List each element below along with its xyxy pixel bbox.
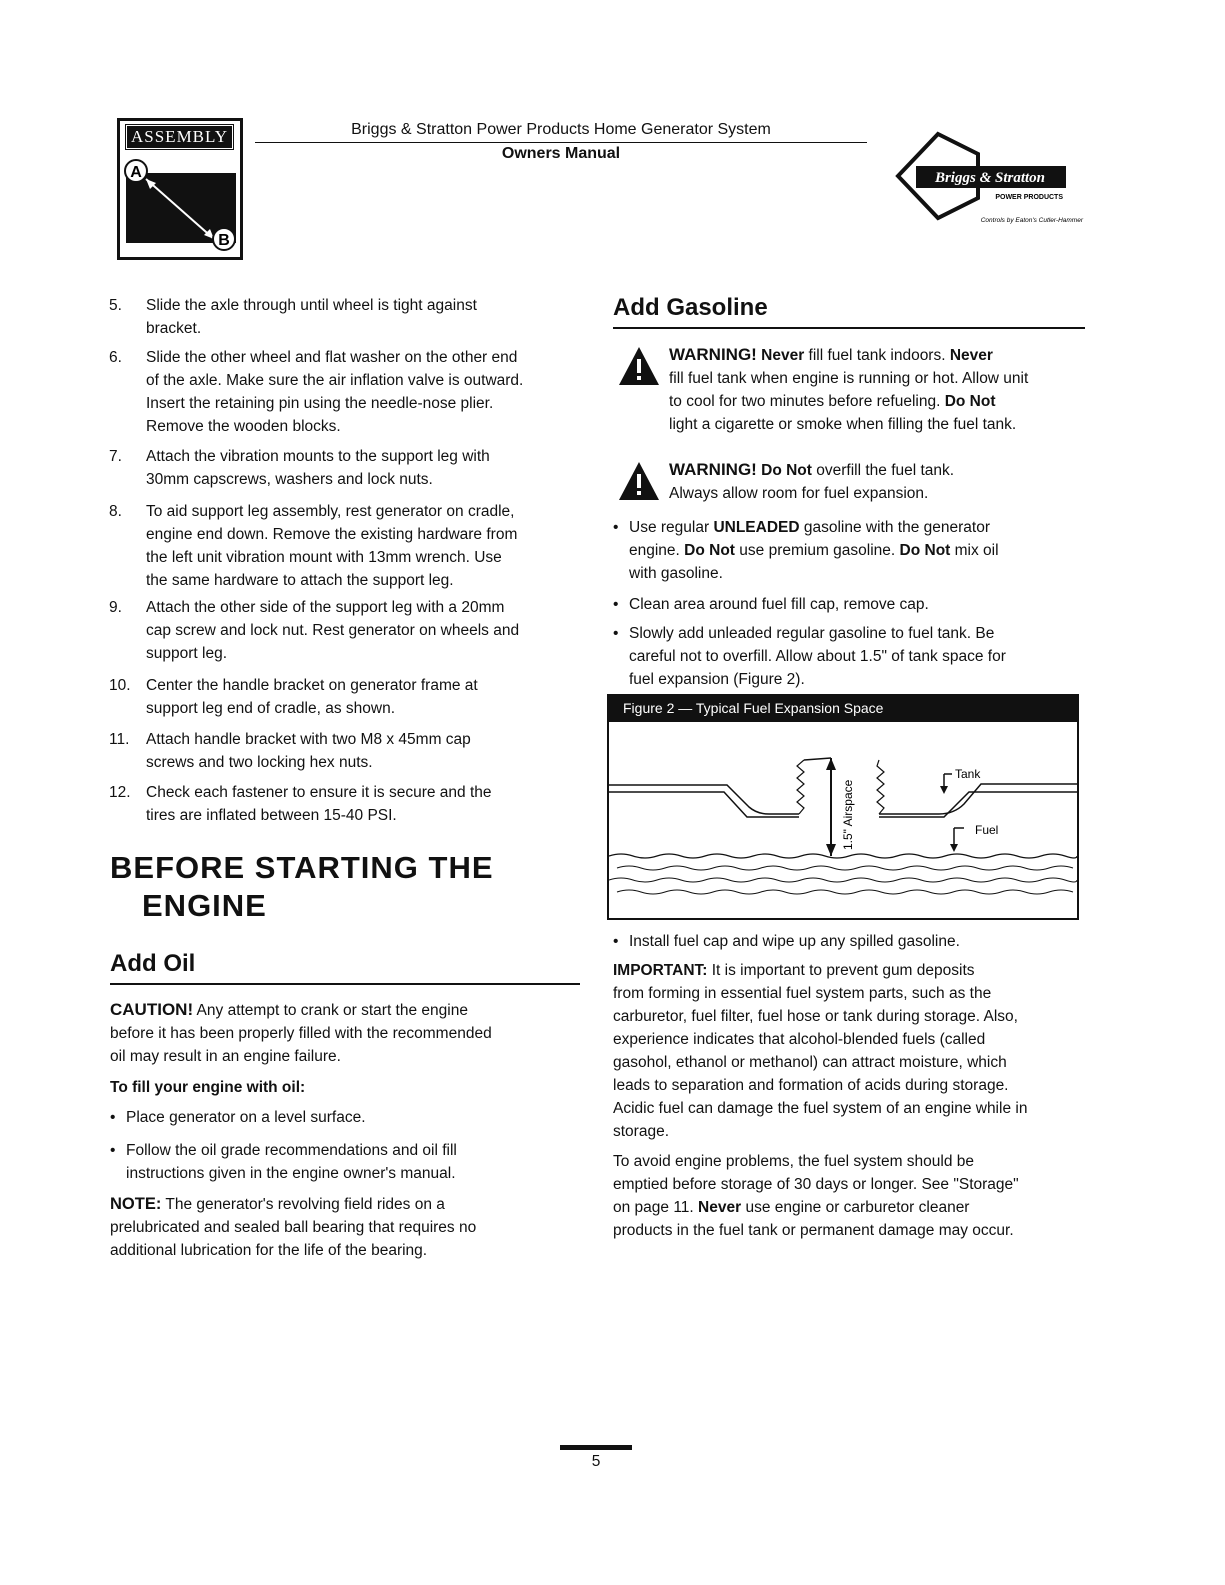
step-line: bracket. xyxy=(146,320,202,337)
assembly-badge xyxy=(117,118,243,260)
step-line: Remove the wooden blocks. xyxy=(146,418,341,435)
tank-label: Tank xyxy=(955,767,981,781)
assembly-step xyxy=(109,596,591,665)
step-number: 11. xyxy=(109,731,130,748)
briggs-stratton-logo xyxy=(878,130,1088,230)
assembly-step xyxy=(109,445,591,491)
add-oil-rule xyxy=(110,983,580,985)
gas-bullet: • Use regular UNLEADED gasoline with the generator engine. Do Not use premium gasoline. Do Not mix oil with gasoline. xyxy=(629,516,1079,585)
important-paragraph: IMPORTANT: It is important to prevent gum deposits from forming in essential fuel system parts, such as the carburetor, fuel filter, fuel hose or tank during storage. Also, experience indicates that alcohol-blended fuels (called gasohol, ethanol or methanol) can attract moisture, which leads to separation and formation of acids during storage. Acidic fuel can damage the fuel system of an engine while in storage. xyxy=(613,962,1028,1140)
caution-label: CAUTION! xyxy=(110,1000,194,1019)
logo-tag: Controls by Eaton's Cutler-Hammer xyxy=(980,217,1083,224)
warning-2: WARNING! Do Not overfill the fuel tank. Always allow room for fuel expansion. xyxy=(669,460,955,502)
step-line: Attach the other side of the support leg with a 20mm xyxy=(146,599,505,616)
fuel-expansion-diagram xyxy=(609,722,1077,918)
step-number: 5. xyxy=(109,297,122,314)
warning-icon xyxy=(617,460,661,502)
section-title-line1: BEFORE STARTING THE xyxy=(110,850,494,885)
figure-title: Figure 2 — Typical Fuel Expansion Space xyxy=(607,694,1079,722)
step-line: cap screw and lock nut. Rest generator on wheels and xyxy=(146,622,520,639)
fuel-label: Fuel xyxy=(975,823,999,837)
logo-sub: POWER PRODUCTS xyxy=(995,194,1063,201)
badge-b: B xyxy=(218,232,230,249)
step-line: the same hardware to attach the support leg. xyxy=(146,572,454,589)
step-line: Slide the axle through until wheel is tight against xyxy=(146,297,477,314)
step-line: engine end down. Remove the existing hardware from xyxy=(146,526,518,543)
step-line: support leg end of cradle, as shown. xyxy=(146,700,396,717)
assembly-step xyxy=(109,500,591,592)
page-number: 5 xyxy=(591,1453,601,1470)
step-number: 7. xyxy=(109,448,122,465)
step-line: of the axle. Make sure the air inflation valve is outward. xyxy=(146,372,524,389)
assembly-label: ASSEMBLY xyxy=(126,125,233,149)
gas-bullet: • Slowly add unleaded regular gasoline to fuel tank. Be careful not to overfill. Allow about 1.5" of tank space for fuel expansion (Figure 2). xyxy=(629,622,1079,691)
avoid-paragraph: To avoid engine problems, the fuel system should be emptied before storage of 30 days or longer. See "Storage" on page 11. Never use engine or carburetor cleaner products in the fuel tank or permanent damage may occur. xyxy=(613,1153,1019,1239)
step-line: tires are inflated between 15-40 PSI. xyxy=(146,807,397,824)
caution-line: before it has been properly filled with the recommended xyxy=(110,1025,492,1042)
step-number: 6. xyxy=(109,349,122,366)
note-paragraph: NOTE: The generator's revolving field rides on a prelubricated and sealed ball bearing that requires no additional lubrication for the life of the bearing. xyxy=(110,1195,477,1259)
add-gasoline-heading: Add Gasoline xyxy=(613,294,768,321)
caution-paragraph xyxy=(110,998,590,1068)
step-line: Center the handle bracket on generator frame at xyxy=(146,677,478,694)
document-subtitle: Owners Manual xyxy=(501,145,621,162)
note-label: NOTE: xyxy=(110,1195,162,1213)
oil-bullet: • Place generator on a level surface. xyxy=(126,1106,586,1129)
warning-icon xyxy=(617,345,661,387)
step-line: Attach the vibration mounts to the support leg with xyxy=(146,448,490,465)
step-line: 30mm capscrews, washers and lock nuts. xyxy=(146,471,433,488)
assembly-step xyxy=(109,781,591,827)
assembly-step xyxy=(109,294,591,340)
step-number: 9. xyxy=(109,599,122,616)
caution-line: Any attempt to crank or start the engine xyxy=(193,1002,468,1019)
caution-line: oil may result in an engine failure. xyxy=(110,1048,341,1065)
document-title: Briggs & Stratton Power Products Home Generator System xyxy=(351,121,771,138)
logo-text: Briggs & Stratton xyxy=(934,170,1046,186)
fill-oil-heading: To fill your engine with oil: xyxy=(110,1079,306,1096)
header-rule xyxy=(255,142,867,143)
airspace-label: 1.5" Airspace xyxy=(841,779,855,850)
step-line: Check each fastener to ensure it is secure and the xyxy=(146,784,492,801)
badge-a: A xyxy=(130,164,142,181)
gas-bullet: • Install fuel cap and wipe up any spilled gasoline. xyxy=(629,930,1079,953)
step-line: support leg. xyxy=(146,645,227,662)
step-line: Insert the retaining pin using the needle-nose plier. xyxy=(146,395,494,412)
step-line: Attach handle bracket with two M8 x 45mm cap xyxy=(146,731,471,748)
step-number: 10. xyxy=(109,677,131,694)
step-line: screws and two locking hex nuts. xyxy=(146,754,373,771)
step-line: To aid support leg assembly, rest generator on cradle, xyxy=(146,503,515,520)
step-line: Slide the other wheel and flat washer on the other end xyxy=(146,349,518,366)
assembly-step xyxy=(109,728,591,774)
assembly-step xyxy=(109,674,591,720)
step-number: 8. xyxy=(109,503,122,520)
warning-1: WARNING! Never fill fuel tank indoors. Never fill fuel tank when engine is running or hot. Allow unit to cool for two minutes before refueling. Do Not light a cigarette or smoke when filling the fuel tank. xyxy=(669,345,1029,433)
assembly-diagram-icon xyxy=(120,121,240,257)
step-number: 12. xyxy=(109,784,131,801)
assembly-step xyxy=(109,346,591,438)
step-line: the left unit vibration mount with 13mm wrench. Use xyxy=(146,549,502,566)
section-title-line2: ENGINE xyxy=(142,888,267,923)
gas-bullet: • Clean area around fuel fill cap, remove cap. xyxy=(629,593,1079,616)
add-oil-heading: Add Oil xyxy=(110,950,196,977)
oil-bullet: • Follow the oil grade recommendations and oil fill instructions given in the engine owner's manual. xyxy=(126,1139,586,1185)
add-gasoline-rule xyxy=(613,327,1085,329)
